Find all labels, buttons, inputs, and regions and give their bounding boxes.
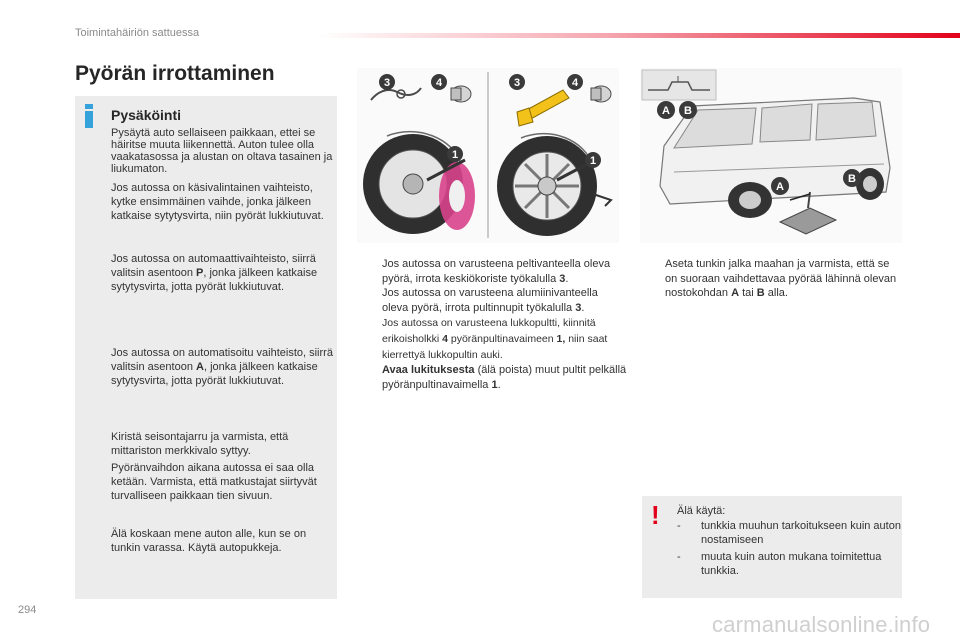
callout-A-top: A	[662, 105, 670, 117]
watermark: carmanualsonline.info	[712, 612, 931, 637]
page-number: 294	[18, 604, 37, 616]
callout-3-right: 3	[513, 77, 521, 89]
wheel-tools-illustration	[357, 68, 619, 243]
info-paragraph: Jos autossa on automaattivaihteisto, siirrä valitsin asentoon P, jonka jälkeen katkaise sytytysvirta, jotta pyörät lukkiutuvat.	[111, 253, 318, 293]
info-icon	[85, 104, 93, 128]
callout-B-top: B	[684, 105, 692, 117]
callout-4-left: 4	[435, 77, 443, 89]
van-jack-illustration	[640, 68, 902, 243]
callout-1-left: 1	[451, 149, 459, 161]
info-paragraph: Pysäytä auto sellaiseen paikkaan, ettei se häiritse muuta liikennettä. Auton tulee olla vaakatasossa ja alustan on oltava tasainen ja liukumaton.	[111, 127, 333, 175]
header-accent-bar	[318, 33, 960, 38]
callout-A-van: A	[776, 181, 784, 193]
list-item: Avaa lukituksesta (älä poista) muut pultit pelkällä pyöränpultinavaimella 1.	[382, 364, 627, 391]
callout-B-van: B	[848, 173, 856, 185]
info-heading: Pysäköinti	[111, 107, 182, 123]
page-title: Pyörän irrottaminen	[75, 62, 275, 85]
warning-intro: Älä käytä:	[677, 505, 726, 517]
callout-4-right: 4	[571, 77, 579, 89]
info-paragraph: Pyöränvaihdon aikana autossa ei saa olla ketään. Varmista, että matkustajat siirtyvät turvalliseen paikkaan tien sivuun.	[111, 462, 317, 502]
info-paragraph: Älä koskaan mene auton alle, kun se on tunkin varassa. Käytä autopukkeja.	[111, 528, 307, 554]
list-item: Aseta tunkin jalka maahan ja varmista, että se on suoraan vaihdettavaa pyörää lähinnä olevan nostokohdan A tai B alla.	[665, 258, 897, 299]
list-item: Jos autossa on varusteena alumiinivanteella oleva pyörä, irrota pultinnupit työkalulla 3.	[382, 287, 598, 314]
list-item: Jos autossa on varusteena lukkopultti, kiinnitä erikoisholkki 4 pyöränpultinavaimeen 1, niin saat kierrettyä lukkopultin auki.	[382, 317, 608, 361]
steps-list-right	[648, 257, 904, 301]
info-paragraph: Jos autossa on käsivalintainen vaihteisto, kytke ensimmäinen vaihde, jonka jälkeen katkaise sytytysvirta, niin pyörät lukkiutuvat.	[111, 182, 324, 222]
callout-3-left: 3	[383, 77, 391, 89]
section-title: Toimintahäiriön sattuessa	[75, 27, 200, 39]
info-paragraph: Jos autossa on automatisoitu vaihteisto, siirrä valitsin asentoon A, jonka jälkeen katkaise sytytysvirta, jotta pyörät lukkiutuvat.	[111, 347, 333, 387]
list-item: Jos autossa on varusteena peltivanteella oleva pyörä, irrota keskiökoriste työkalulla 3.	[382, 258, 611, 285]
steps-list-middle	[365, 257, 627, 392]
callout-1-right: 1	[589, 155, 597, 167]
warning-icon: !	[651, 500, 660, 530]
info-paragraph: Kiristä seisontajarru ja varmista, että mittariston merkkivalo syttyy.	[111, 431, 289, 457]
